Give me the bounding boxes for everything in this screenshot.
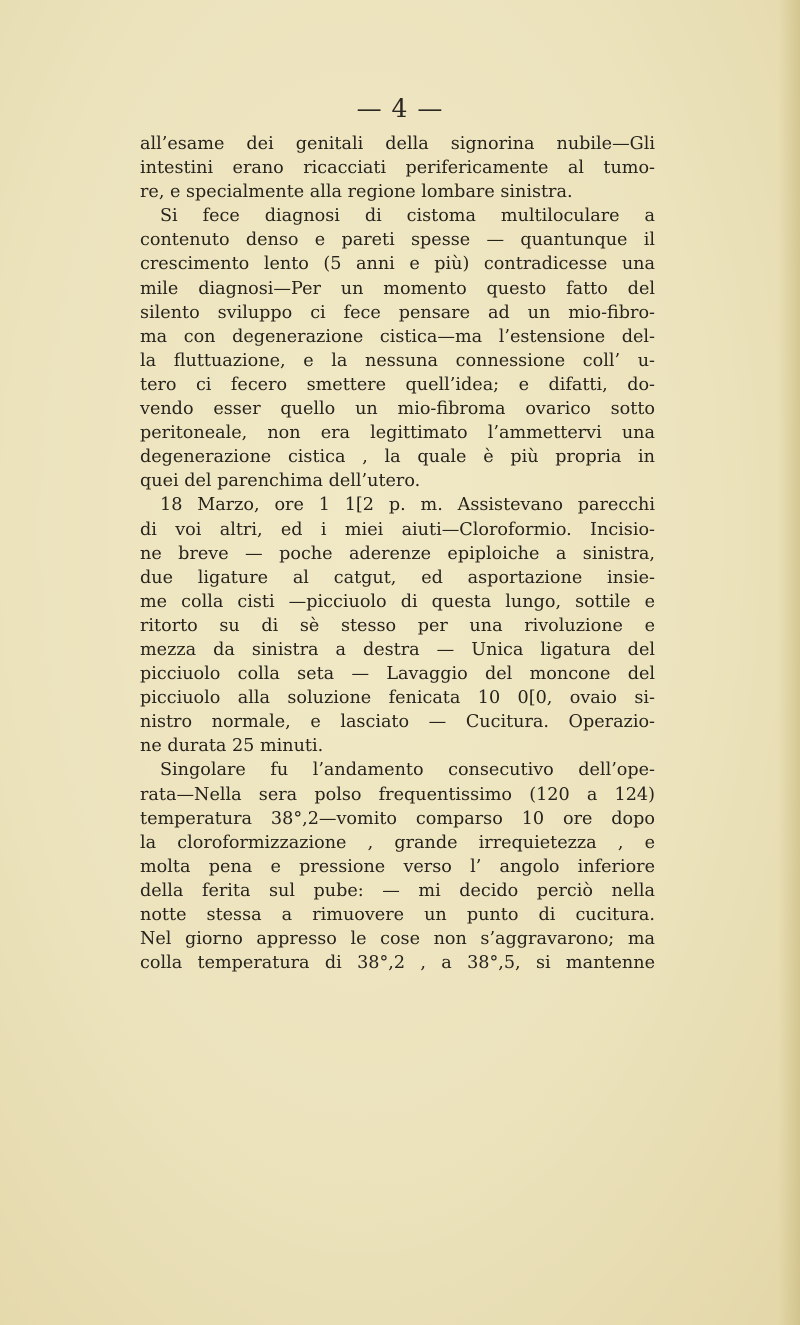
body-text — [140, 132, 655, 975]
text-line: due ligature al catgut, ed asportazione insie- — [140, 567, 655, 588]
text-line: me colla cisti —picciuolo di questa lungo, sottile e — [140, 591, 655, 612]
text-line: intestini erano ricacciati perifericamente al tumo- — [140, 158, 655, 179]
text-line: degenerazione cistica , la quale è più propria in — [140, 447, 655, 468]
page-number: — 4 — — [356, 94, 444, 123]
text-line: 18 Marzo, ore 1 1[2 p. m. Assistevano parecchi — [160, 495, 655, 516]
text-line: di voi altri, ed i miei aiuti—Cloroformio. Incisio- — [140, 519, 655, 540]
text-line: nistro normale, e lasciato — Cucitura. Operazio- — [140, 712, 655, 733]
text-line: silento sviluppo ci fece pensare ad un mio-fibro- — [140, 302, 655, 323]
text-line: crescimento lento (5 anni e più) contradicesse una — [140, 254, 655, 275]
text-line: tero ci fecero smettere quell’idea; e difatti, do- — [140, 374, 655, 395]
text-line: picciuolo alla soluzione fenicata 10 0[0, ovaio si- — [140, 688, 655, 709]
text-line: mezza da sinistra a destra — Unica ligatura del — [140, 639, 655, 660]
text-line: mile diagnosi—Per un momento questo fatto del — [140, 278, 655, 299]
text-line: contenuto denso e pareti spesse — quantunque il — [140, 230, 655, 251]
text-line: ritorto su di sè stesso per una rivoluzione e — [140, 615, 655, 636]
text-line: ne durata 25 minuti. — [140, 736, 324, 757]
text-line: colla temperatura di 38°,2 , a 38°,5, si mantenne — [140, 953, 655, 974]
text-line: re, e specialmente alla regione lombare sinistra. — [140, 182, 573, 203]
text-line: Singolare fu l’andamento consecutivo dell’ope- — [160, 760, 655, 781]
text-line: notte stessa a rimuovere un punto di cucitura. — [140, 905, 655, 925]
text-line: vendo esser quello un mio-fibroma ovarico sotto — [140, 399, 655, 420]
text-line: la cloroformizzazione , grande irrequietezza , e — [140, 832, 655, 853]
text-line: rata—Nella sera polso frequentissimo (120 a 124) — [140, 784, 655, 805]
text-line: la fluttuazione, e la nessuna connessione coll’ u- — [140, 350, 655, 371]
text-line: ne breve — poche aderenze epiploiche a sinistra, — [140, 543, 655, 564]
text-line: peritoneale, non era legittimato l’ammettervi una — [140, 423, 655, 444]
text-line: Si fece diagnosi di cistoma multiloculare a — [160, 206, 655, 227]
text-line: all’esame dei genitali della signorina nubile—Gli — [140, 134, 655, 154]
page-edge-shadow — [778, 0, 800, 1325]
text-line: temperatura 38°,2—vomito comparso 10 ore dopo — [140, 808, 655, 829]
text-line: della ferita sul pube: — mi decido perciò nella — [140, 880, 655, 901]
text-line: ma con degenerazione cistica—ma l’estensione del- — [140, 326, 655, 347]
text-line: picciuolo colla seta — Lavaggio del moncone del — [140, 664, 655, 685]
text-line: Nel giorno appresso le cose non s’aggravarono; ma — [140, 929, 655, 950]
text-line: quei del parenchima dell’utero. — [140, 471, 421, 492]
text-line: molta pena e pressione verso l’ angolo inferiore — [140, 856, 655, 877]
